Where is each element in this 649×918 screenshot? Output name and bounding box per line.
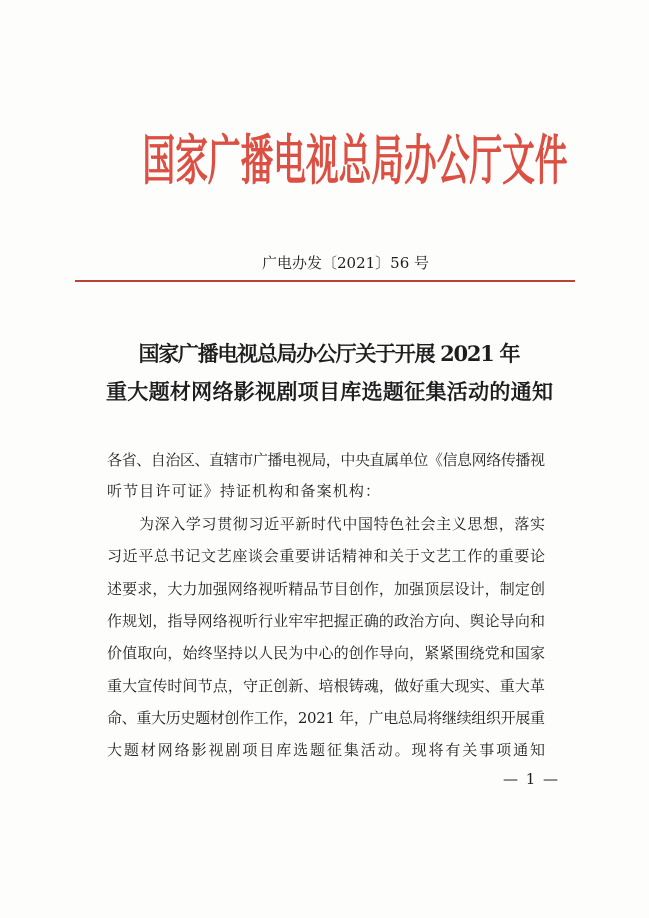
paragraph-line: 价值取向，始终坚持以人民为中心的创作导向，紧紧围绕党和国家 [107,644,546,662]
paragraph-line: 命、重大历史题材创作工作，2021 年，广电总局将继续组织开展重 [107,709,545,727]
page-number: — 1 — [503,770,560,788]
paragraph-line: 习近平总书记文艺座谈会重要讲话精神和关于文艺工作的重要论 [107,547,546,565]
document-title-text-2: 重大题材网络影视剧项目库选题征集活动的通知 [105,379,554,404]
header-title: 国家广播电视总局办公厅文件 [142,128,568,192]
paragraph-line: 述要求，大力加强网络视听精品节目创作，加强顶层设计，制定创 [107,580,546,598]
paragraph-line: 大题材网络影视剧项目库选题征集活动。现将有关事项通知 [107,741,547,759]
document-title-line-1 [5,342,649,366]
salutation-line-1: 各省、自治区、直辖市广播电视局，中央直属单位《信息网络传播视 [107,451,545,469]
paragraph-line: 为深入学习贯彻习近平新时代中国特色社会主义思想，落实 [139,515,546,533]
document-number: 广电办发〔2021〕56 号 [262,254,430,272]
document-title-line-2 [5,380,649,404]
header-divider-line [75,280,575,282]
document-header [4,130,649,190]
document-title-text-1: 国家广播电视总局办公厅关于开展 2021 年 [138,341,520,366]
paragraph-line: 重大宣传时间节点，守正创新、培根铸魂，做好重大现实、重大革 [107,677,546,695]
paragraph-line: 作规划，指导网络视听行业牢牢把握正确的政治方向、舆论导向和 [107,612,546,630]
salutation-line-2: 听节目许可证》持证机构和备案机构： [107,482,382,500]
